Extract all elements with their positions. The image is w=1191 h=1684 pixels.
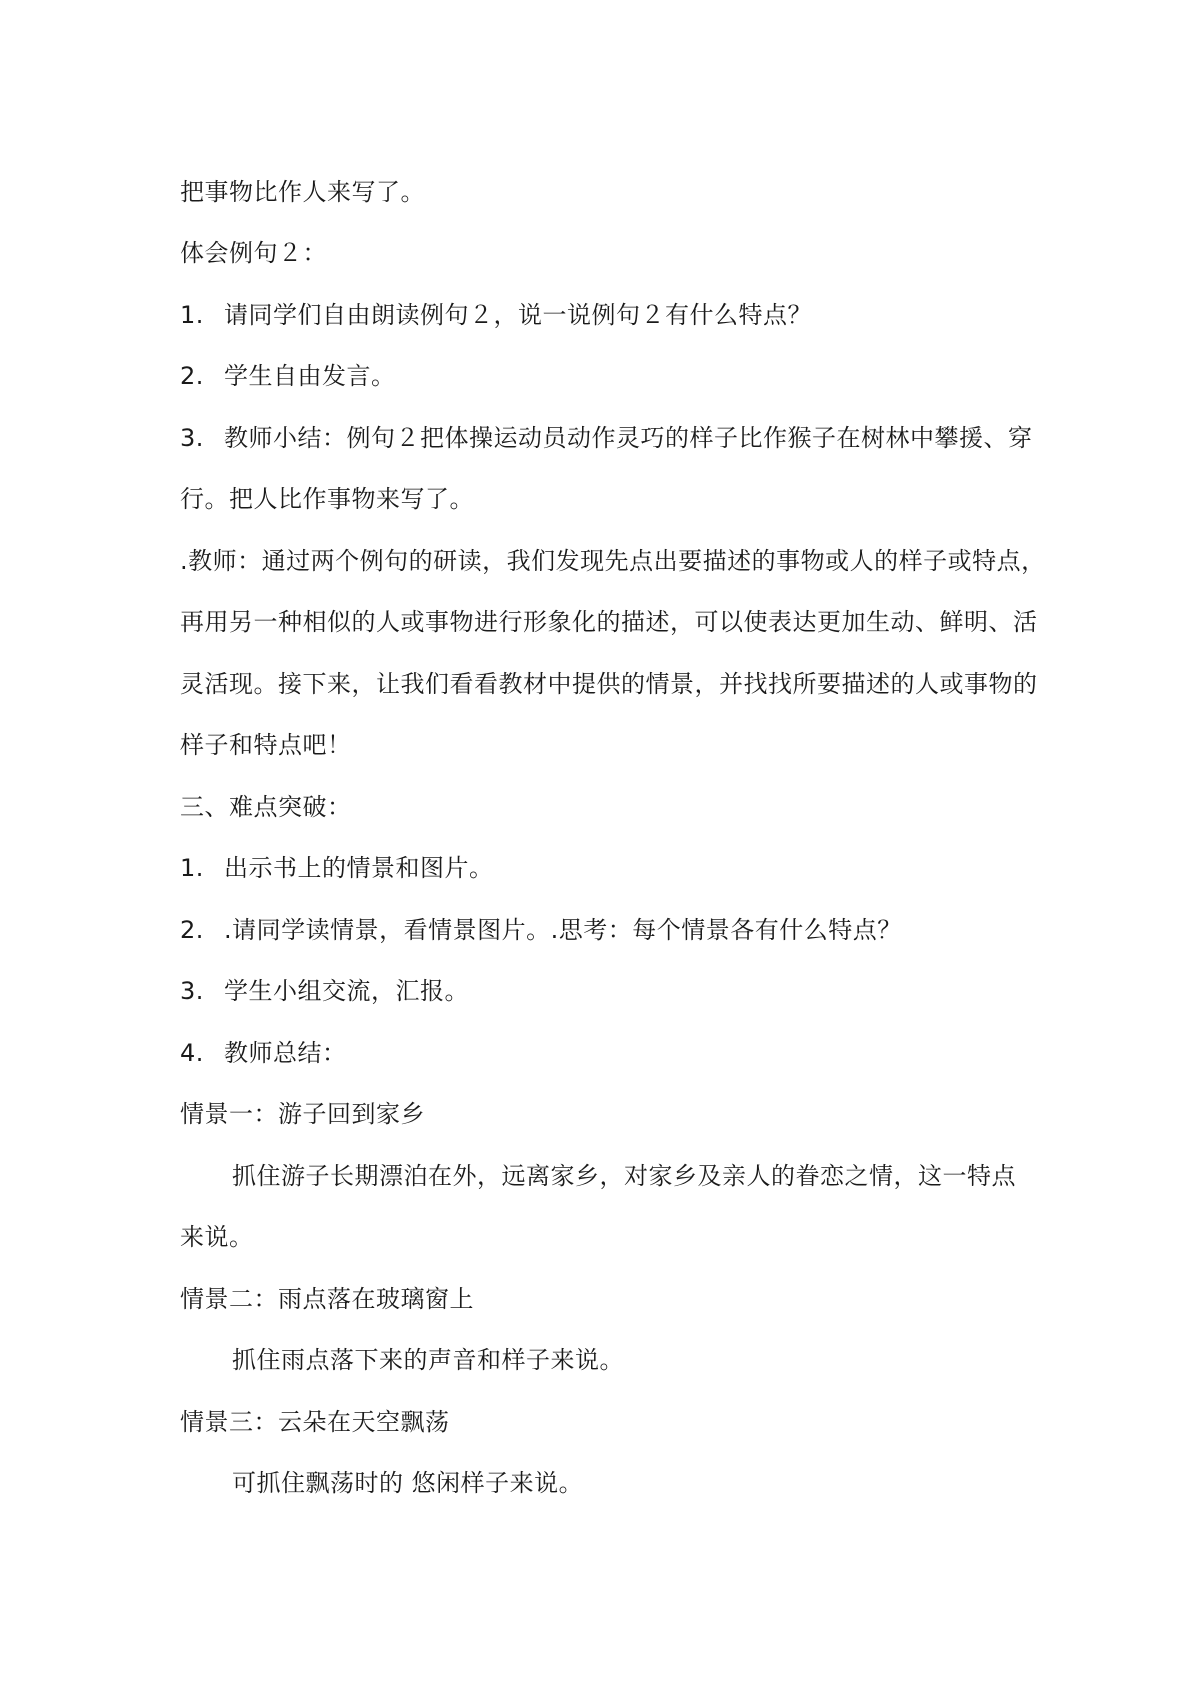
list-item-text: 学生自由发言。 — [224, 362, 396, 390]
list-item-text: .请同学读情景，看情景图片。.思考：每个情景各有什么特点？ — [224, 916, 902, 944]
list-item — [180, 1037, 347, 1069]
text-line: 可抓住飘荡时的 悠闲样子来说。 — [232, 1469, 584, 1497]
list-number: 2. — [180, 362, 204, 390]
text-line: 样子和特点吧！ — [180, 731, 352, 759]
text-line: .教师：通过两个例句的研读，我们发现先点出要描述的事物或人的样子或特点， — [180, 547, 1046, 575]
list-item-text: 教师总结： — [224, 1039, 347, 1067]
list-item — [180, 975, 469, 1007]
list-item — [180, 299, 812, 331]
list-item — [180, 914, 902, 946]
section-heading: 三、难点突破： — [180, 793, 352, 821]
list-item-text: 请同学们自由朗读例句２，说一说例句２有什么特点？ — [224, 301, 812, 329]
text-line: 来说。 — [180, 1223, 254, 1251]
text-line: 行。把人比作事物来写了。 — [180, 485, 474, 513]
list-item — [180, 422, 1033, 454]
text-line: 体会例句２： — [180, 239, 327, 267]
list-number: 1. — [180, 301, 204, 329]
list-number: 4. — [180, 1039, 204, 1067]
text-line: 灵活现。接下来，让我们看看教材中提供的情景，并找找所要描述的人或事物的 — [180, 670, 1038, 698]
scene-heading: 情景一：游子回到家乡 — [180, 1100, 425, 1128]
list-number: 1. — [180, 854, 204, 882]
list-number: 3. — [180, 977, 204, 1005]
list-item — [180, 360, 396, 392]
scene-heading: 情景三：云朵在天空飘荡 — [180, 1408, 450, 1436]
list-item-text: 出示书上的情景和图片。 — [224, 854, 494, 882]
scene-heading: 情景二：雨点落在玻璃窗上 — [180, 1285, 474, 1313]
list-number: 3. — [180, 424, 204, 452]
list-item-text: 学生小组交流，汇报。 — [224, 977, 469, 1005]
list-item — [180, 852, 494, 884]
text-line: 把事物比作人来写了。 — [180, 178, 425, 206]
list-item-text: 教师小结：例句２把体操运动员动作灵巧的样子比作猴子在树林中攀援、穿 — [224, 424, 1033, 452]
list-number: 2. — [180, 916, 204, 944]
text-line: 抓住游子长期漂泊在外，远离家乡，对家乡及亲人的眷恋之情，这一特点 — [232, 1162, 1016, 1190]
text-line: 再用另一种相似的人或事物进行形象化的描述，可以使表达更加生动、鲜明、活 — [180, 608, 1038, 636]
text-line: 抓住雨点落下来的声音和样子来说。 — [232, 1346, 624, 1374]
